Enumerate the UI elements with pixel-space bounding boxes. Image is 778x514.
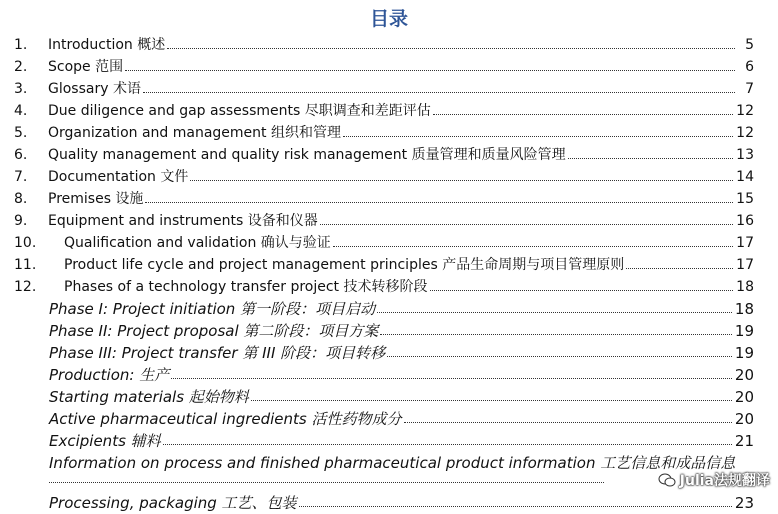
dot-leader [377, 299, 732, 313]
toc-entry[interactable] [14, 189, 754, 209]
dot-leader [167, 35, 735, 49]
dot-leader [251, 387, 732, 401]
toc-entry[interactable] [14, 79, 754, 99]
dot-leader [430, 277, 734, 291]
toc-entry-text: Due diligence and gap assessments 尽职调查和差距评估 [48, 103, 431, 119]
toc-entry-number: 12. [14, 279, 37, 295]
toc-entry-text: Introduction 概述 [48, 37, 166, 53]
toc-entry-text: Qualification and validation 确认与验证 [64, 235, 331, 251]
dot-leader [343, 123, 733, 137]
toc-subentry-text: Excipients 辅料 [49, 432, 161, 450]
toc-entry-number: 2. [14, 59, 28, 75]
toc-entry-number: 7. [14, 169, 28, 185]
toc-entry-text: Premises 设施 [48, 191, 144, 207]
dot-leader [320, 211, 733, 225]
toc-entry-page: 15 [736, 191, 754, 207]
toc-entry-page: 12 [736, 125, 754, 141]
toc-entry[interactable] [14, 101, 754, 121]
toc-entry[interactable] [14, 255, 754, 275]
toc-subentry-page: 20 [734, 410, 754, 428]
toc-subentry-text: Phase III: Project transfer 第 III 阶段：项目转移 [49, 344, 386, 362]
toc-entry[interactable] [14, 167, 754, 187]
toc-subentry-text: Production: 生产 [49, 366, 170, 384]
dot-leader [380, 321, 731, 335]
toc-subentry[interactable] [49, 299, 754, 319]
toc-entry[interactable] [14, 211, 754, 231]
toc-entry-number: 5. [14, 125, 28, 141]
toc-entry[interactable] [14, 57, 754, 77]
toc-entry-page: 18 [736, 279, 754, 295]
toc-subentry-page: 23 [734, 494, 754, 512]
toc-entry-number: 9. [14, 213, 28, 229]
toc-subentry-text: Processing, packaging 工艺、包装 [49, 494, 297, 512]
toc-entry-number: 6. [14, 147, 28, 163]
toc-subentry-page: 20 [734, 388, 754, 406]
dot-leader [145, 189, 733, 203]
toc-entry-page: 7 [745, 81, 754, 97]
toc-entry-page: 6 [745, 59, 754, 75]
toc-entry-number: 10. [14, 235, 37, 251]
toc-subentry[interactable] [49, 409, 754, 429]
toc-subentry[interactable] [49, 431, 754, 451]
toc-entry[interactable] [14, 35, 754, 55]
toc-subentry[interactable] [49, 365, 754, 385]
toc-subentry[interactable] [49, 453, 754, 473]
dot-leader [568, 145, 734, 159]
toc-subentry-page: 21 [734, 432, 754, 450]
dot-leader [404, 409, 732, 423]
dot-leader [163, 431, 732, 445]
toc-subentry[interactable] [49, 493, 754, 513]
toc-entry-number: 3. [14, 81, 28, 97]
toc-entry[interactable] [14, 123, 754, 143]
toc-subentry[interactable] [49, 321, 754, 341]
dot-leader [626, 255, 733, 269]
toc-subentry-text: Information on process and finished pharmaceutical product information 工艺信息和成品信息 [49, 454, 736, 472]
toc-entry-page: 12 [736, 103, 754, 119]
toc-entry-text: Organization and management 组织和管理 [48, 125, 341, 141]
toc-subentry-page: 20 [734, 366, 754, 384]
dot-leader [299, 493, 732, 507]
toc-entry-number: 11. [14, 257, 37, 273]
toc-subentry-page: 19 [734, 322, 754, 340]
toc-entry-text: Phases of a technology transfer project 技术转移阶段 [64, 279, 428, 295]
toc-title: 目录 [369, 8, 408, 30]
toc-entry-page: 16 [736, 213, 754, 229]
toc-entry-text: Equipment and instruments 设备和仪器 [48, 213, 318, 229]
dot-leader [125, 57, 735, 71]
toc-subentry-text: Starting materials 起始物料 [49, 388, 249, 406]
toc-entry-number: 1. [14, 37, 28, 53]
toc-entry-page: 5 [745, 37, 754, 53]
dot-leader [143, 79, 735, 93]
toc-entry-text: Scope 范围 [48, 59, 124, 75]
toc-entry-number: 8. [14, 191, 28, 207]
toc-entry-text: Glossary 术语 [48, 81, 141, 97]
toc-entry[interactable] [14, 277, 754, 297]
dot-leader [49, 482, 604, 483]
toc-subentry-text: Active pharmaceutical ingredients 活性药物成分 [49, 410, 402, 428]
toc-subentry[interactable] [49, 343, 754, 363]
toc-entry[interactable] [14, 233, 754, 253]
dot-leader [171, 365, 732, 379]
toc-entry[interactable] [14, 145, 754, 165]
toc-subentry[interactable] [49, 387, 754, 407]
toc-entry-text: Quality management and quality risk management 质量管理和质量风险管理 [48, 147, 566, 163]
dot-leader [190, 167, 733, 181]
toc-entry-page: 13 [736, 147, 754, 163]
dot-leader [387, 343, 732, 357]
toc-subentry-page: 18 [734, 300, 754, 318]
toc-subentry-text: Phase I: Project initiation 第一阶段：项目启动 [49, 300, 376, 318]
toc-subentry-text: Phase II: Project proposal 第二阶段：项目方案 [49, 322, 379, 340]
toc-subentry-page: 19 [734, 344, 754, 362]
toc-entry-text: Product life cycle and project management principles 产品生命周期与项目管理原则 [64, 257, 625, 273]
toc-entry-number: 4. [14, 103, 28, 119]
watermark [658, 470, 770, 490]
wechat-icon [658, 473, 676, 487]
toc-entry-page: 17 [736, 257, 754, 273]
watermark-text: Julia法规翻译 [679, 473, 770, 489]
toc-entry-text: Documentation 文件 [48, 169, 189, 185]
toc-entry-page: 17 [736, 235, 754, 251]
dot-leader [333, 233, 733, 247]
dot-leader [433, 101, 733, 115]
toc-entry-page: 14 [736, 169, 754, 185]
